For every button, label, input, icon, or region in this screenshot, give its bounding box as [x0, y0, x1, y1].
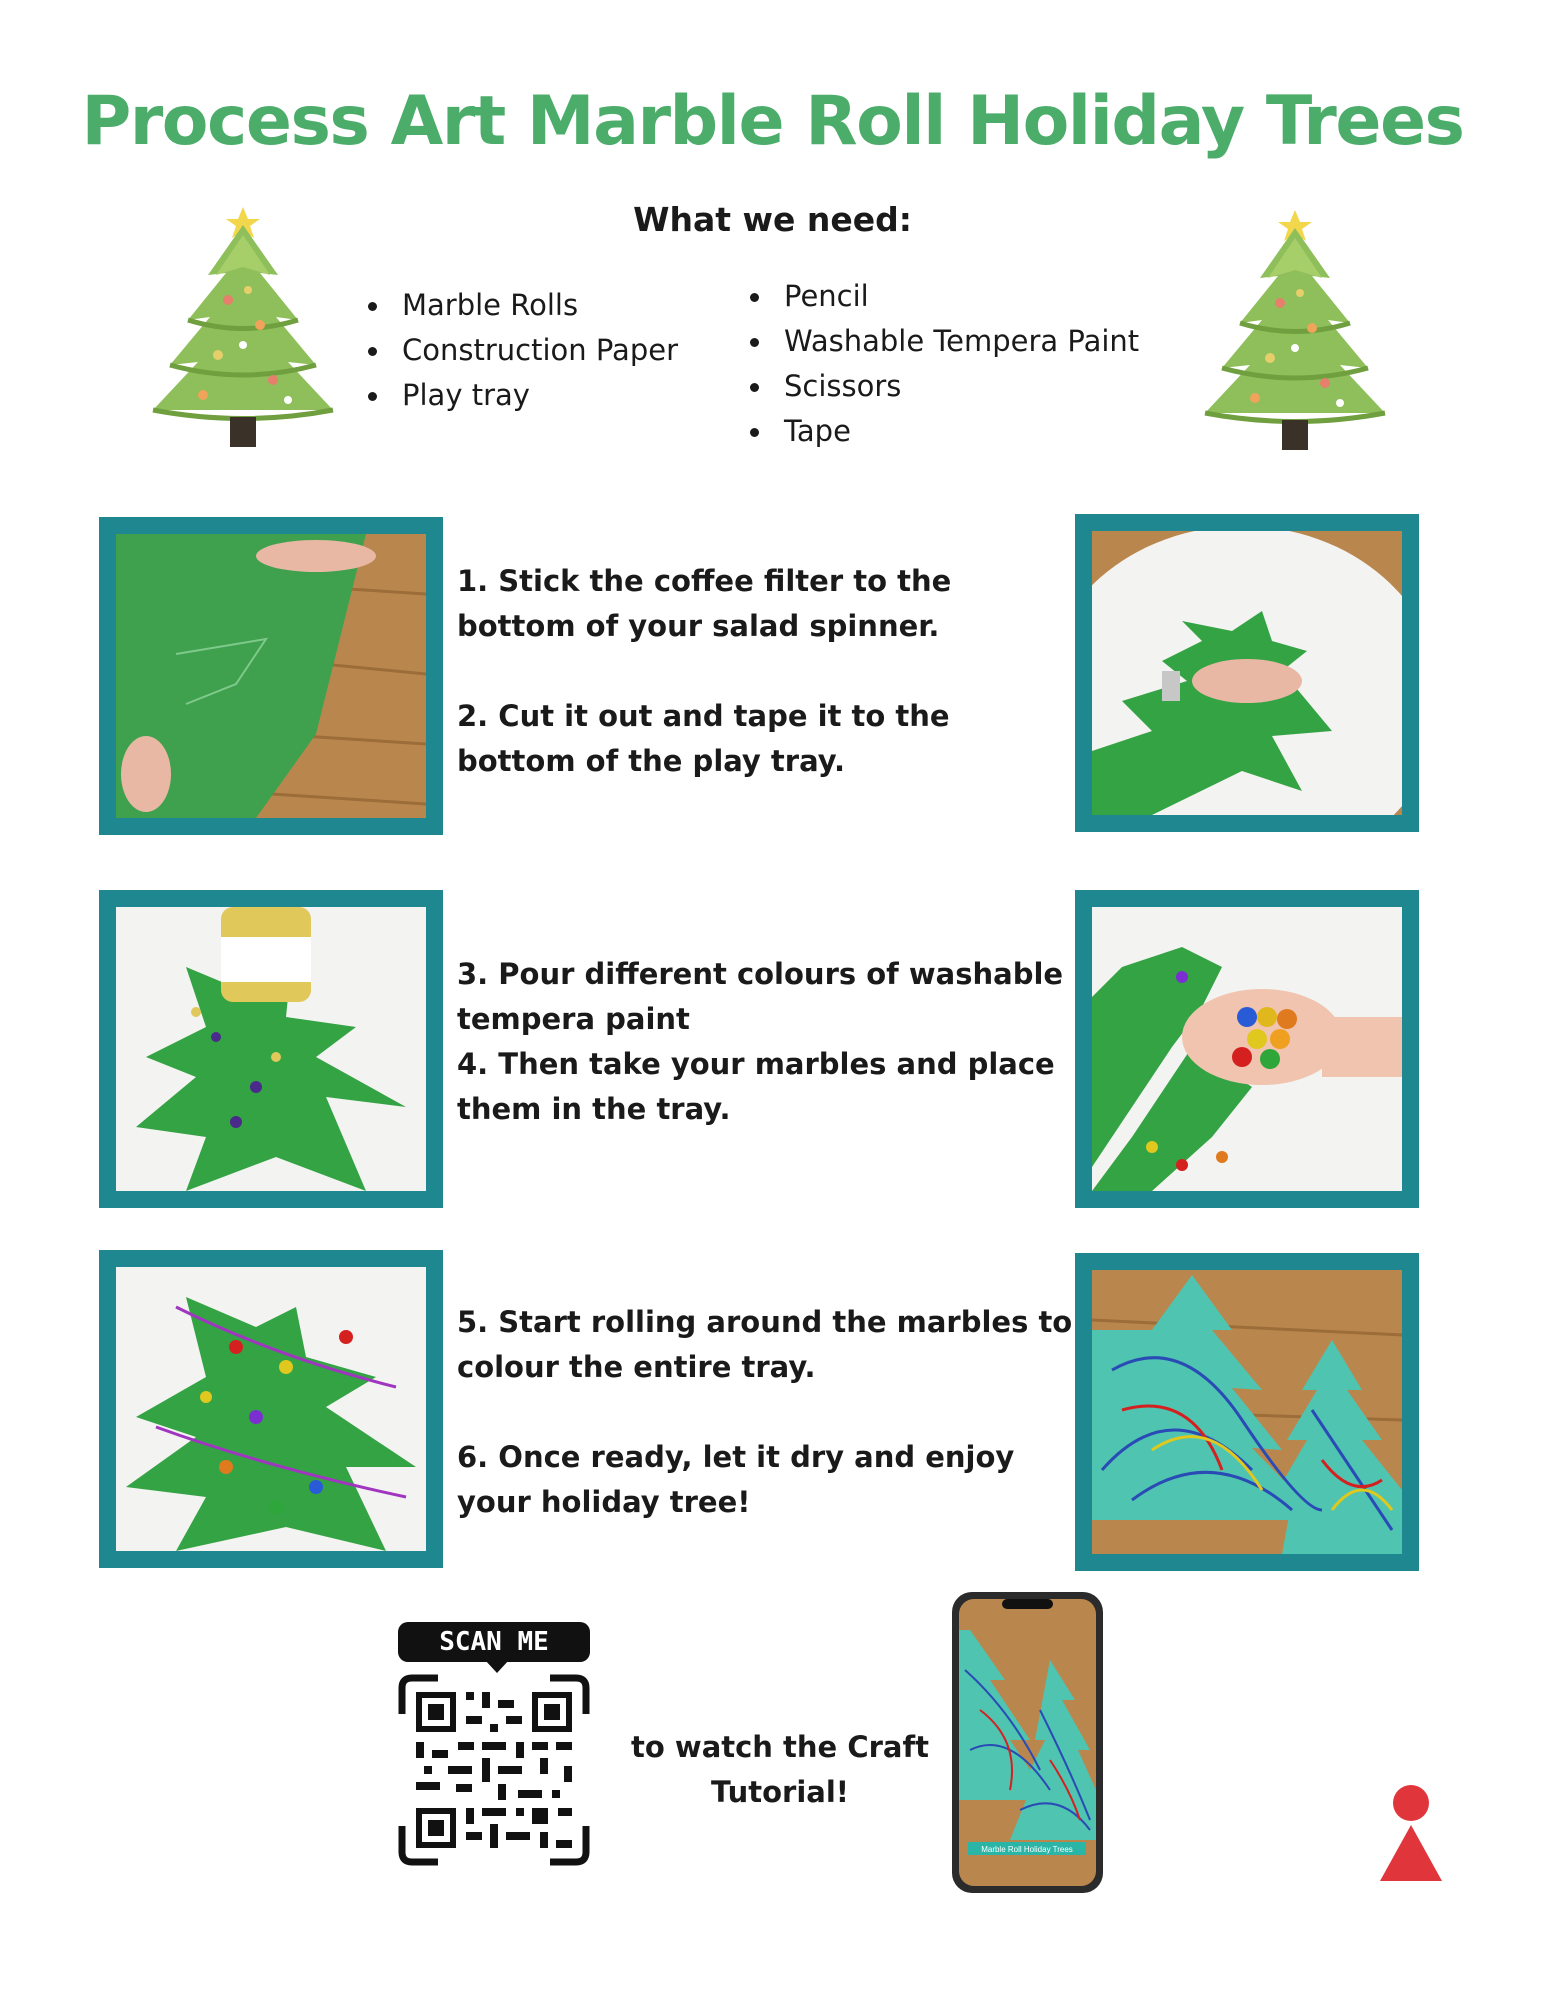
photo-tree-in-tray: [1075, 514, 1419, 832]
step-3: 3. Pour different colours of washable tempera paint: [457, 957, 1064, 1036]
list-item: Scissors: [748, 364, 1139, 409]
watch-tutorial-text: to watch the Craft Tutorial!: [631, 1730, 929, 1809]
supplies-list-left: [366, 283, 678, 418]
photo-rolling-marbles: [99, 1250, 443, 1568]
photo-pouring-paint: [99, 890, 443, 1208]
steps-5-6: [457, 1300, 1077, 1525]
list-item: Play tray: [366, 373, 678, 418]
scan-me-label: SCAN ME: [398, 1622, 590, 1662]
steps-3-4: [457, 952, 1077, 1132]
photo-finished-trees: [1075, 1253, 1419, 1571]
step-6: 6. Once ready, let it dry and enjoy your holiday tree!: [457, 1440, 1015, 1519]
page-title: Process Art Marble Roll Holiday Trees: [81, 82, 1464, 161]
step-4: 4. Then take your marbles and place them in the tray.: [457, 1047, 1055, 1126]
brand-logo-icon: [1380, 1783, 1442, 1883]
supplies-heading: What we need:: [633, 200, 912, 239]
photo-marbles-in-hand: [1075, 890, 1419, 1208]
list-item: Marble Rolls: [366, 283, 678, 328]
step-1: 1. Stick the coffee filter to the bottom of your salad spinner.: [457, 564, 952, 643]
step-5: 5. Start rolling around the marbles to colour the entire tray.: [457, 1305, 1073, 1384]
list-item: Tape: [748, 409, 1139, 454]
photo-tracing-tree: [99, 517, 443, 835]
christmas-tree-icon: [1200, 208, 1390, 458]
supplies-list-right: [748, 274, 1139, 454]
scan-pointer-icon: [485, 1660, 509, 1673]
christmas-tree-icon: [148, 205, 338, 455]
step-2: 2. Cut it out and tape it to the bottom of the play tray.: [457, 699, 950, 778]
qr-code[interactable]: [398, 1674, 590, 1866]
list-item: Pencil: [748, 274, 1139, 319]
phone-video-preview[interactable]: [950, 1590, 1105, 1895]
list-item: Washable Tempera Paint: [748, 319, 1139, 364]
phone-caption: Marble Roll Holiday Trees: [981, 1845, 1073, 1854]
steps-1-2: [457, 559, 1077, 784]
list-item: Construction Paper: [366, 328, 678, 373]
